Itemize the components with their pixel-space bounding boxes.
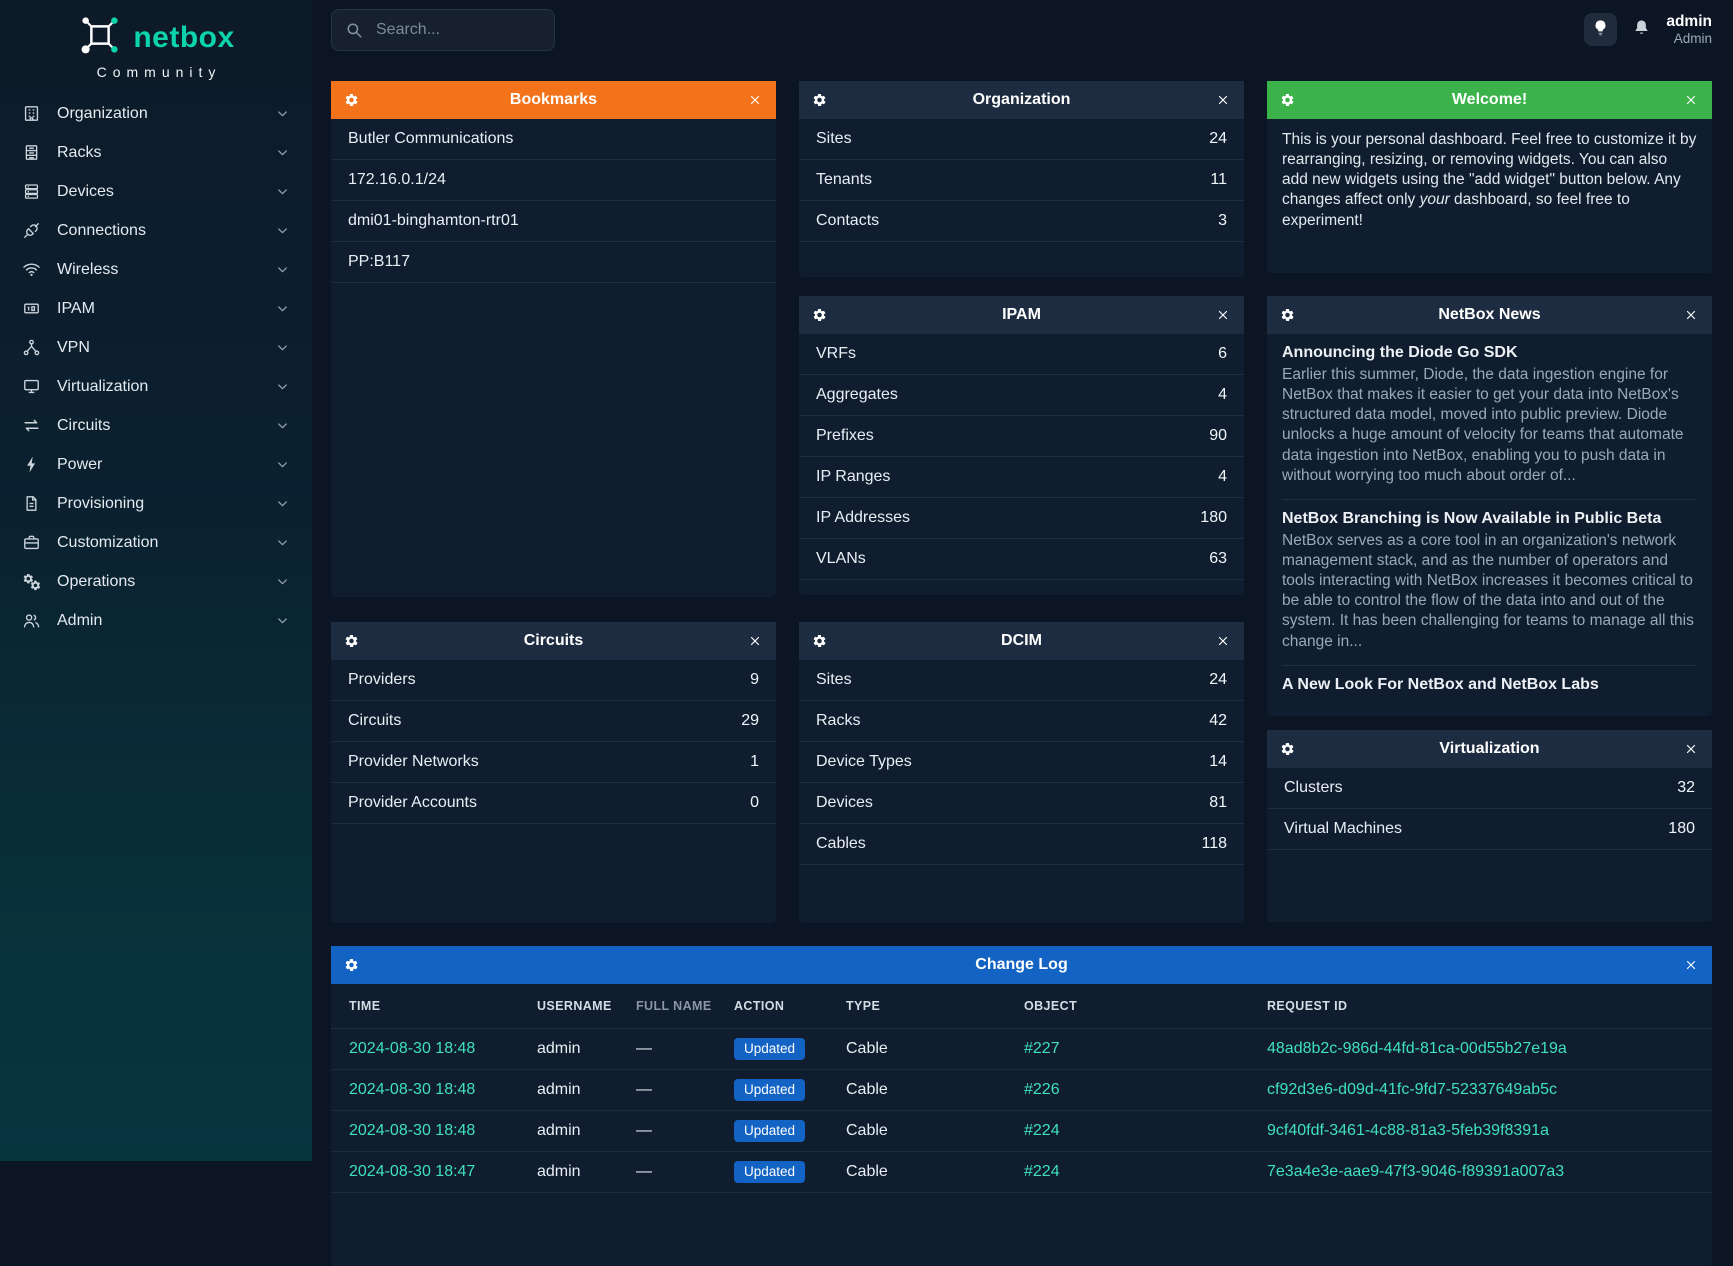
gear-icon[interactable] — [1280, 93, 1295, 108]
widget-title: Virtualization — [1439, 740, 1540, 757]
gear-icon[interactable] — [1280, 742, 1295, 757]
news-item-title[interactable]: Announcing the Diode Go SDK — [1282, 344, 1518, 361]
ipam-widget-header — [799, 296, 1244, 334]
virtualization-widget-header — [1267, 730, 1712, 768]
stat-value: 118 — [1201, 835, 1227, 852]
main-area — [312, 0, 1733, 1180]
news-item-title[interactable]: A New Look For NetBox and NetBox Labs — [1282, 675, 1599, 693]
stat-row-providers[interactable] — [331, 660, 776, 701]
chevron-down-icon — [275, 418, 290, 433]
widget-title: Welcome! — [1451, 91, 1528, 108]
bookmark-item[interactable] — [331, 201, 776, 242]
stat-value: 14 — [1209, 753, 1227, 770]
organization-icon — [22, 104, 42, 123]
stat-row-aggregates[interactable] — [799, 375, 1244, 416]
bookmark-item[interactable] — [331, 160, 776, 201]
news-item — [1282, 334, 1697, 500]
stat-label: Contacts — [816, 212, 880, 229]
admin-icon — [22, 611, 42, 630]
netbox-logo[interactable] — [0, 12, 312, 63]
column-header-full-name[interactable]: FULL NAME — [636, 999, 712, 1013]
stat-row-tenants[interactable] — [799, 160, 1244, 201]
gear-icon[interactable] — [344, 958, 359, 973]
changelog-action — [734, 1079, 846, 1101]
changelog-request-id-link[interactable]: cf92d3e6-d09d-41fc-9fd7-52337649ab5c — [1267, 1081, 1558, 1098]
stat-row-virtual-machines[interactable] — [1267, 809, 1712, 850]
stat-value: 11 — [1210, 171, 1227, 188]
close-icon[interactable] — [1216, 93, 1230, 107]
close-icon[interactable] — [1684, 742, 1698, 756]
bell-icon — [1632, 18, 1651, 42]
changelog-full-name: — — [636, 1040, 652, 1057]
stat-row-circuits[interactable] — [331, 701, 776, 742]
stat-value: 1 — [750, 753, 759, 770]
stat-value: 24 — [1209, 130, 1227, 147]
customization-icon — [22, 533, 42, 552]
changelog-action — [734, 1161, 846, 1183]
stat-value: 9 — [750, 671, 759, 688]
sidebar-item-label: Power — [57, 455, 103, 473]
stat-label: Aggregates — [816, 386, 898, 403]
stat-value: 180 — [1200, 509, 1227, 526]
close-icon[interactable] — [1684, 308, 1698, 322]
sidebar-item-label: Wireless — [57, 260, 119, 278]
bookmarks-widget — [331, 81, 776, 597]
stat-value: 24 — [1209, 671, 1227, 688]
stat-row-vlans[interactable] — [799, 539, 1244, 580]
search-icon — [345, 21, 363, 39]
close-icon[interactable] — [1216, 634, 1230, 648]
stat-value: 29 — [741, 712, 759, 729]
news-widget — [1267, 296, 1712, 716]
bookmark-item[interactable] — [331, 242, 776, 283]
stat-value: 0 — [750, 794, 759, 811]
changelog-username: admin — [537, 1122, 581, 1139]
user-role: Admin — [1673, 31, 1712, 47]
widget-title: Bookmarks — [509, 91, 598, 108]
chevron-down-icon — [275, 379, 290, 394]
chevron-down-icon — [275, 223, 290, 238]
stat-value: 180 — [1668, 820, 1695, 837]
news-widget-header — [1267, 296, 1712, 334]
sidebar-item-admin[interactable] — [0, 601, 312, 640]
chevron-down-icon — [275, 184, 290, 199]
changelog-action — [734, 1038, 846, 1060]
changelog-full-name: — — [636, 1081, 652, 1098]
stat-label: Provider Networks — [348, 753, 479, 770]
sidebar-item-label: Devices — [57, 182, 114, 200]
widget-title: DCIM — [1001, 632, 1042, 649]
changelog-object-link[interactable]: #226 — [1024, 1081, 1060, 1098]
search-input[interactable] — [374, 20, 541, 40]
stat-row-devices[interactable] — [799, 783, 1244, 824]
chevron-down-icon — [275, 496, 290, 511]
sidebar-item-devices[interactable] — [0, 172, 312, 211]
organization-stats — [799, 119, 1244, 277]
column-header-request-id[interactable]: REQUEST ID — [1267, 999, 1348, 1013]
dashboard — [312, 60, 1733, 923]
news-item-body: NetBox serves as a core tool in an organization's network management stack, and as the number of operators and tools interacting with NetBox increases it becomes critical to be able to control the flow of the data into and out of the system. It has been challenging for teams to manage all this change in... — [1282, 531, 1694, 650]
stat-value: 63 — [1209, 550, 1227, 567]
netbox-logo-icon — [77, 12, 123, 63]
stat-label: VLANs — [816, 550, 866, 567]
news-item-body: Earlier this summer, Diode, the data ingestion engine for NetBox that makes it easier to get your data into NetBox's structured data model, moved into public preview. Diode unlocks a huge amount of velocity for teams that automate data ingestion into NetBox, enabling you to push data in without worrying too much about order of... — [1282, 366, 1684, 484]
stat-value: 4 — [1218, 386, 1227, 403]
stat-row-ip-addresses[interactable] — [799, 498, 1244, 539]
bookmark-item[interactable] — [331, 119, 776, 160]
ipam-stats — [799, 334, 1244, 595]
sidebar — [0, 0, 312, 1161]
operations-icon — [22, 572, 42, 591]
action-badge: Updated — [734, 1120, 805, 1142]
chevron-down-icon — [275, 262, 290, 277]
close-icon[interactable] — [748, 634, 762, 648]
stat-label: IP Addresses — [816, 509, 910, 526]
bookmarks-widget-header — [331, 81, 776, 119]
sidebar-item-label: Circuits — [57, 416, 111, 434]
gear-icon[interactable] — [812, 308, 827, 323]
close-icon[interactable] — [1684, 93, 1698, 107]
gear-icon[interactable] — [1280, 308, 1295, 323]
stat-row-ip-ranges[interactable] — [799, 457, 1244, 498]
chevron-down-icon — [275, 145, 290, 160]
sidebar-item-label: VPN — [57, 338, 90, 356]
changelog-object-link[interactable]: #224 — [1024, 1163, 1060, 1180]
stat-row-racks[interactable] — [799, 701, 1244, 742]
stat-label: Prefixes — [816, 427, 874, 444]
bookmark-label: PP:B117 — [348, 253, 410, 270]
sidebar-item-virtualization[interactable] — [0, 367, 312, 406]
sidebar-item-connections[interactable] — [0, 211, 312, 250]
stat-label: VRFs — [816, 345, 856, 362]
bookmark-label: Butler Communications — [348, 130, 514, 147]
widget-title: NetBox News — [1438, 306, 1541, 323]
changelog-table-body — [331, 1029, 1712, 1193]
stat-row-clusters[interactable] — [1267, 768, 1712, 809]
table-row — [331, 1152, 1712, 1193]
power-icon — [22, 455, 42, 474]
sidebar-item-label: Virtualization — [57, 377, 149, 395]
chevron-down-icon — [275, 457, 290, 472]
sidebar-item-label: IPAM — [57, 299, 95, 317]
changelog-table-header — [331, 984, 1712, 1029]
column-header-time[interactable]: TIME — [349, 999, 381, 1013]
stat-label: Providers — [348, 671, 416, 688]
stat-label: Sites — [816, 130, 852, 147]
vpn-icon — [22, 338, 42, 357]
changelog-time-link[interactable]: 2024-08-30 18:48 — [349, 1122, 476, 1139]
column-header-action[interactable]: ACTION — [734, 999, 785, 1013]
stat-label: Device Types — [816, 753, 912, 770]
changelog-full-name: — — [636, 1163, 652, 1180]
news-item — [1282, 500, 1697, 666]
lightbulb-icon — [1592, 19, 1609, 41]
brand — [0, 0, 312, 80]
stat-row-provider-accounts[interactable] — [331, 783, 776, 824]
racks-icon — [22, 143, 42, 162]
changelog-widget-header — [331, 946, 1712, 984]
stat-value: 90 — [1209, 427, 1227, 444]
brand-subtitle: Community — [96, 64, 222, 80]
search-box[interactable] — [331, 9, 555, 51]
sidebar-item-vpn[interactable] — [0, 328, 312, 367]
stat-row-provider-networks[interactable] — [331, 742, 776, 783]
action-badge: Updated — [734, 1038, 805, 1060]
sidebar-item-racks[interactable] — [0, 133, 312, 172]
changelog-full-name: — — [636, 1122, 652, 1139]
chevron-down-icon — [275, 106, 290, 121]
dcim-stats — [799, 660, 1244, 923]
sidebar-nav — [0, 94, 312, 640]
sidebar-item-label: Organization — [57, 104, 148, 122]
bookmarks-list — [331, 119, 776, 597]
changelog-type: Cable — [846, 1122, 888, 1139]
gear-icon[interactable] — [812, 93, 827, 108]
sidebar-item-provisioning[interactable] — [0, 484, 312, 523]
stat-row-sites[interactable] — [799, 119, 1244, 160]
sidebar-item-label: Racks — [57, 143, 102, 161]
user-menu[interactable] — [1666, 13, 1712, 47]
close-icon[interactable] — [748, 93, 762, 107]
stat-row-contacts[interactable] — [799, 201, 1244, 242]
circuits-widget — [331, 622, 776, 923]
ipam-icon — [22, 299, 42, 318]
changelog-request-id-link[interactable]: 7e3a4e3e-aae9-47f3-9046-f89391a007a3 — [1267, 1163, 1565, 1180]
news-item — [1282, 666, 1697, 710]
stat-value: 4 — [1218, 468, 1227, 485]
gear-icon[interactable] — [344, 634, 359, 649]
ipam-widget — [799, 296, 1244, 595]
close-icon[interactable] — [1216, 308, 1230, 322]
sidebar-item-ipam[interactable] — [0, 289, 312, 328]
changelog-action — [734, 1120, 846, 1142]
sidebar-item-label: Connections — [57, 221, 146, 239]
table-row — [331, 1029, 1712, 1070]
changelog-object-link[interactable]: #224 — [1024, 1122, 1060, 1139]
table-row — [331, 1111, 1712, 1152]
chevron-down-icon — [275, 301, 290, 316]
chevron-down-icon — [275, 535, 290, 550]
stat-value: 81 — [1209, 794, 1227, 811]
stat-value: 3 — [1218, 212, 1227, 229]
stat-label: Provider Accounts — [348, 794, 477, 811]
sidebar-item-power[interactable] — [0, 445, 312, 484]
news-list — [1267, 334, 1712, 710]
sidebar-item-label: Provisioning — [57, 494, 145, 512]
news-item-title[interactable]: NetBox Branching is Now Available in Public Beta — [1282, 509, 1662, 527]
changelog-username: admin — [537, 1163, 581, 1180]
circuits-stats — [331, 660, 776, 923]
sidebar-item-customization[interactable] — [0, 523, 312, 562]
changelog-widget — [331, 946, 1712, 1266]
virtualization-stats — [1267, 768, 1712, 922]
gear-icon[interactable] — [344, 93, 359, 108]
stat-label: Racks — [816, 712, 861, 729]
organization-widget-header — [799, 81, 1244, 119]
stat-row-sites[interactable] — [799, 660, 1244, 701]
stat-label: Tenants — [816, 171, 873, 188]
stat-row-prefixes[interactable] — [799, 416, 1244, 457]
wireless-icon — [22, 260, 42, 279]
virtualization-icon — [22, 377, 42, 396]
theme-toggle-button[interactable] — [1584, 13, 1617, 46]
changelog-type: Cable — [846, 1163, 888, 1180]
sidebar-item-label: Customization — [57, 533, 159, 551]
provisioning-icon — [22, 494, 42, 513]
organization-widget — [799, 81, 1244, 277]
chevron-down-icon — [275, 613, 290, 628]
changelog-username: admin — [537, 1040, 581, 1057]
sidebar-item-wireless[interactable] — [0, 250, 312, 289]
widget-title: Circuits — [523, 632, 584, 649]
user-name: admin — [1666, 12, 1712, 30]
stat-label: Clusters — [1284, 779, 1343, 796]
brand-name: netbox — [133, 20, 235, 54]
stat-label: IP Ranges — [816, 468, 891, 485]
changelog-object-link[interactable]: #227 — [1024, 1040, 1060, 1057]
circuits-widget-header — [331, 622, 776, 660]
changelog-time-link[interactable]: 2024-08-30 18:48 — [349, 1081, 476, 1098]
changelog-request-id-link[interactable]: 9cf40fdf-3461-4c88-81a3-5feb39f8391a — [1267, 1122, 1549, 1139]
topbar — [312, 0, 1733, 60]
changelog-type: Cable — [846, 1081, 888, 1098]
widget-title: Organization — [972, 91, 1071, 108]
changelog-type: Cable — [846, 1040, 888, 1057]
stat-label: Devices — [816, 794, 873, 811]
chevron-down-icon — [275, 340, 290, 355]
bookmark-label: 172.16.0.1/24 — [348, 171, 446, 188]
connections-icon — [22, 221, 42, 240]
virtualization-widget — [1267, 730, 1712, 922]
stat-row-vrfs[interactable] — [799, 334, 1244, 375]
widget-title: IPAM — [1002, 306, 1041, 323]
sidebar-item-label: Admin — [57, 611, 103, 629]
table-row — [331, 1070, 1712, 1111]
column-header-object[interactable]: OBJECT — [1024, 999, 1078, 1013]
action-badge: Updated — [734, 1161, 805, 1183]
close-icon[interactable] — [1684, 958, 1698, 972]
stat-row-cables[interactable] — [799, 824, 1244, 865]
action-badge: Updated — [734, 1079, 805, 1101]
stat-label: Sites — [816, 671, 852, 688]
stat-label: Virtual Machines — [1284, 820, 1402, 837]
stat-value: 6 — [1218, 345, 1227, 362]
dcim-widget — [799, 622, 1244, 923]
devices-icon — [22, 182, 42, 201]
stat-row-device-types[interactable] — [799, 742, 1244, 783]
sidebar-item-organization[interactable] — [0, 94, 312, 133]
widget-title: Change Log — [975, 956, 1068, 973]
bookmark-label: dmi01-binghamton-rtr01 — [348, 212, 519, 229]
stat-value: 32 — [1677, 779, 1695, 796]
sidebar-item-circuits[interactable] — [0, 406, 312, 445]
gear-icon[interactable] — [812, 634, 827, 649]
notifications-button[interactable] — [1632, 18, 1651, 42]
dcim-widget-header — [799, 622, 1244, 660]
changelog-username: admin — [537, 1081, 581, 1098]
stat-label: Circuits — [348, 712, 402, 729]
circuits-icon — [22, 416, 42, 435]
column-header-type[interactable]: TYPE — [846, 999, 881, 1013]
stat-value: 42 — [1209, 712, 1227, 729]
changelog-time-link[interactable]: 2024-08-30 18:47 — [349, 1163, 476, 1180]
sidebar-item-label: Operations — [57, 572, 136, 590]
chevron-down-icon — [275, 574, 290, 589]
welcome-text: This is your personal dashboard. Feel free to customize it by rearranging, resizing, or removing widgets. You can also add new widgets using the "add widget" button below. Any changes affect only your dashboard, so feel free to experiment! — [1282, 131, 1697, 229]
column-header-username[interactable]: USERNAME — [537, 999, 612, 1013]
sidebar-item-operations[interactable] — [0, 562, 312, 601]
stat-label: Cables — [816, 835, 866, 852]
changelog-time-link[interactable]: 2024-08-30 18:48 — [349, 1040, 476, 1057]
welcome-widget-header — [1267, 81, 1712, 119]
changelog-request-id-link[interactable]: 48ad8b2c-986d-44fd-81ca-00d55b27e19a — [1267, 1040, 1567, 1057]
welcome-widget — [1267, 81, 1712, 273]
